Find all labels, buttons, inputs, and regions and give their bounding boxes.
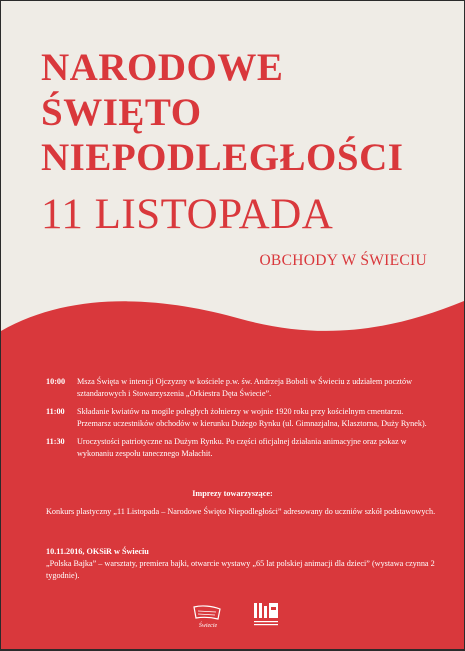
poster	[1, 1, 464, 649]
event-title	[41, 45, 403, 180]
event-date: 11 LISTOPADA	[41, 191, 334, 238]
schedule-description: Składanie kwiatów na mogile poległych żołnierzy w wojnie 1920 roku przy kościelnym cmentarzu. Przemarsz uczestników obchodów w kierunku Dużego Rynku (ul. Gimnazjalna, Klasztorna, Duży Rynek).	[77, 407, 427, 428]
title-line-3: NIEPODLEGŁOŚCI	[41, 136, 404, 179]
swiecie-logo	[188, 603, 228, 629]
schedule-description: Uroczystości patriotyczne na Dużym Rynku. Po części oficjalnej działania animacyjne oraz pokaz w wykonaniu zespołu tanecznego Małachit.	[77, 437, 407, 458]
schedule-row	[46, 376, 436, 400]
schedule-time: 11:00	[46, 407, 65, 416]
oksir-logo	[251, 601, 281, 629]
svg-text:Świecie: Świecie	[198, 623, 218, 629]
side-event	[46, 546, 436, 582]
side-events-heading: Imprezy towarzyszące:	[192, 489, 273, 498]
schedule-time: 11:30	[46, 437, 65, 446]
schedule	[46, 376, 436, 466]
event-subtitle: OBCHODY W ŚWIECIU	[259, 252, 427, 269]
schedule-row	[46, 406, 436, 430]
schedule-time: 10:00	[46, 377, 66, 386]
title-line-2: ŚWIĘTO	[41, 91, 202, 134]
side-event-date-place: 10.11.2016, OKSiR w Świeciu	[46, 547, 149, 556]
schedule-description: Msza Święta w intencji Ojczyzny w kościele p.w. św. Andrzeja Boboli w Świeciu z udziałem pocztów sztandarowych i Stowarzyszenia „Orkiestra Dęta Świecie”.	[77, 377, 412, 398]
side-event-description: „Polska Bajka” – warsztaty, premiera bajki, otwarcie wystawy „65 lat polskiej animacji dla dzieci” (wystawa czynna 2 tygodnie).	[46, 559, 435, 580]
schedule-row	[46, 436, 436, 460]
contest-description: Konkurs plastyczny „11 Listopada – Narodowe Święto Niepodległości” adresowany do uczniów szkół podstawowych.	[46, 507, 436, 516]
title-line-1: NARODOWE	[41, 46, 284, 89]
